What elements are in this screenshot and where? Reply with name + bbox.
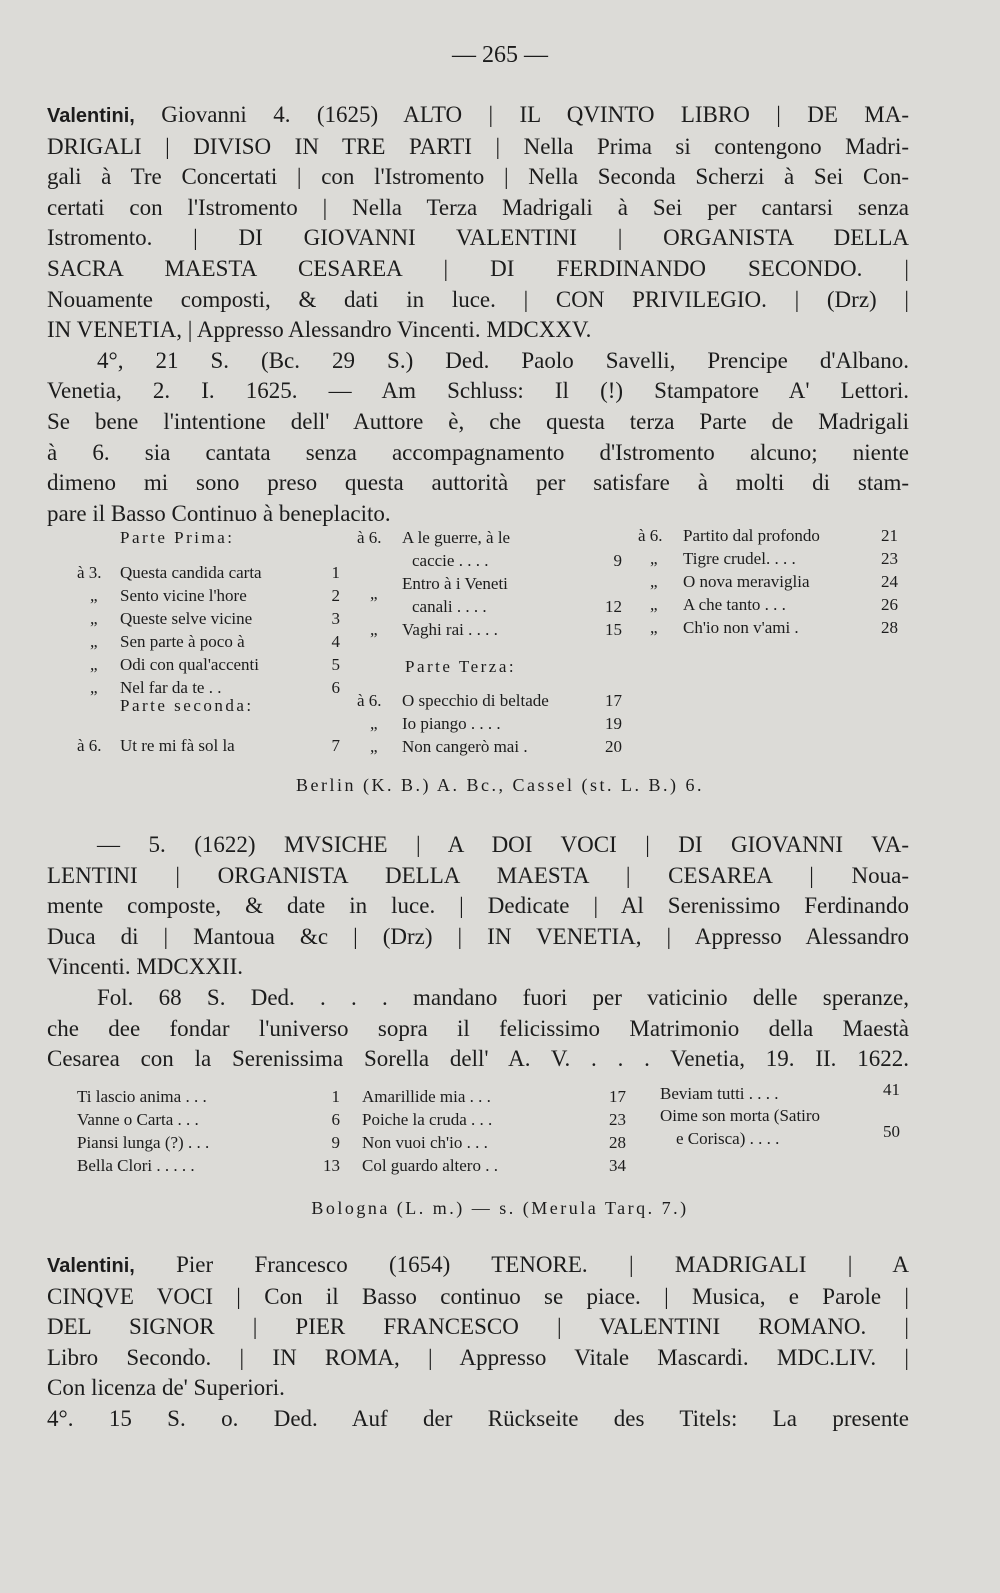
toc-title: Ch'io non v'ami . — [683, 618, 799, 637]
toc-voices: „ — [650, 595, 658, 614]
toc-title: canali . . . . — [412, 597, 487, 616]
entry-line: Se bene l'intentione dell' Auttore è, che questa terza Parte de Madrigali — [47, 408, 909, 434]
toc-voices: „ — [90, 586, 98, 605]
page-number: — 265 — — [452, 42, 548, 68]
toc-page: 19 — [605, 714, 622, 733]
toc-page: 17 — [605, 691, 622, 710]
toc-title: caccie . . . . — [412, 551, 489, 570]
toc-page: 9 — [613, 551, 622, 570]
toc-page: 15 — [605, 620, 622, 639]
toc-title: Partito dal profondo — [683, 526, 820, 545]
toc-page: 21 — [881, 526, 898, 545]
toc-title: Bella Clori . . . . . — [77, 1156, 195, 1175]
entry-line: — 5. (1622) MVSICHE | A DOI VOCI | DI GIOVANNI VA- — [97, 832, 909, 857]
toc-page: 17 — [609, 1087, 626, 1106]
toc-title: e Corisca) . . . . — [676, 1129, 780, 1148]
toc-title: O specchio di beltade — [402, 691, 549, 710]
toc-voices: à 3. — [77, 563, 102, 582]
entry-line: pare il Basso Continuo à beneplacito. — [47, 500, 391, 526]
toc-title: Non vuoi ch'io . . . — [362, 1133, 488, 1152]
entry-author: Valentini, — [47, 1255, 135, 1277]
toc-voices: „ — [650, 618, 658, 637]
entry-line: à 6. sia cantata senza accompagnamento d'Istromento alcuno; niente — [47, 439, 909, 465]
library-location: Berlin (K. B.) A. Bc., Cassel (st. L. B.) 6. — [296, 775, 704, 795]
toc-title: Vanne o Carta . . . — [77, 1110, 199, 1129]
toc-title: A che tanto . . . — [683, 595, 786, 614]
toc-page: 1 — [331, 563, 340, 582]
toc-page: 13 — [323, 1156, 340, 1175]
toc-voices: „ — [90, 678, 98, 697]
entry-line: IN VENETIA, | Appresso Alessandro Vincenti. MDCXXV. — [47, 317, 592, 343]
entry-line: Cesarea con la Serenissima Sorella dell' A. V. . . . Venetia, 19. II. 1622. — [47, 1046, 909, 1072]
toc-title: Tigre crudel. . . . — [683, 549, 796, 568]
entry-line: mente composte, & date in luce. | Dedicate | Al Serenissimo Ferdinando — [47, 893, 909, 919]
toc-title: Sento vicine l'hore — [120, 586, 247, 605]
toc-voices: „ — [370, 584, 378, 603]
toc-page: 6 — [331, 1110, 340, 1129]
toc-voices: à 6. — [357, 528, 382, 547]
toc-voices: „ — [90, 632, 98, 651]
toc-title: Beviam tutti . . . . — [660, 1084, 779, 1103]
toc-title: Vaghi rai . . . . — [402, 620, 498, 639]
entry-line: 4°. 15 S. o. Ded. Auf der Rückseite des Titels: La presente — [47, 1405, 909, 1431]
toc-voices: à 6. — [357, 691, 382, 710]
toc-page: 24 — [881, 572, 898, 591]
entry-line: che dee fondar l'universo sopra il felicissimo Matrimonio della Maestà — [47, 1015, 909, 1041]
toc-page: 28 — [881, 618, 898, 637]
toc-title: Ut re mi fà sol la — [120, 736, 235, 755]
entry-line: Giovanni 4. (1625) ALTO | IL QVINTO LIBRO | DE MA- — [134, 102, 909, 127]
toc-voices: à 6. — [638, 526, 663, 545]
entry-line: Venetia, 2. I. 1625. — Am Schluss: Il (!) Stampatore A' Lettori. — [47, 378, 909, 404]
entry-line: 4°, 21 S. (Bc. 29 S.) Ded. Paolo Savelli, Prencipe d'Albano. — [97, 347, 909, 373]
toc-title: Col guardo altero . . — [362, 1156, 498, 1175]
toc-page: 41 — [883, 1080, 900, 1099]
toc-title: Oime son morta (Satiro — [660, 1106, 821, 1125]
toc-page: 7 — [331, 736, 340, 755]
toc-title: Non cangerò mai . — [402, 737, 528, 756]
toc-title: Entro à i Veneti — [402, 574, 508, 593]
toc-page: 20 — [605, 737, 622, 756]
toc-title: Odi con qual'accenti — [120, 655, 260, 674]
entry-line: Libro Secondo. | IN ROMA, | Appresso Vitale Mascardi. MDC.LIV. | — [47, 1344, 909, 1370]
toc-voices: „ — [370, 714, 378, 733]
entry-author: Valentini, — [47, 105, 135, 127]
entry-valentini-pier-francesco — [47, 1250, 909, 1435]
entry-line: gali à Tre Concertati | con l'Istromento | Nella Seconda Scherzi à Sei Con- — [47, 164, 909, 190]
toc-title: Poiche la cruda . . . — [362, 1110, 493, 1129]
entry-line: Con licenza de' Superiori. — [47, 1375, 285, 1401]
toc-voices: „ — [650, 572, 658, 591]
toc-page: 2 — [331, 586, 340, 605]
entry-line: Vincenti. MDCXXII. — [47, 954, 244, 980]
entry-valentini-giovanni-4 — [47, 100, 909, 529]
entry-line: Duca di | Mantoua &c | (Drz) | IN VENETIA, | Appresso Alessandro — [47, 923, 909, 949]
toc-page: 26 — [881, 595, 898, 614]
toc-voices: „ — [650, 549, 658, 568]
entry-valentini-giovanni-5 — [47, 830, 909, 1075]
part-heading: Parte seconda: — [120, 696, 254, 715]
toc-voices: à 6. — [77, 736, 102, 755]
entry-line: Nouamente composti, & dati in luce. | CON PRIVILEGIO. | (Drz) | — [47, 286, 909, 312]
toc-title: Ti lascio anima . . . — [77, 1087, 207, 1106]
toc-page: 28 — [609, 1133, 626, 1152]
toc-page: 23 — [881, 549, 898, 568]
toc-page: 23 — [609, 1110, 626, 1129]
entry-line: Pier Francesco (1654) TENORE. | MADRIGALI | A — [134, 1252, 909, 1277]
toc-title: Piansi lunga (?) . . . — [77, 1133, 210, 1152]
toc-page: 9 — [331, 1133, 340, 1152]
toc-page: 6 — [331, 678, 340, 697]
entry-line: CINQVE VOCI | Con il Basso continuo se piace. | Musica, e Parole | — [47, 1283, 909, 1309]
toc-page: 3 — [331, 609, 340, 628]
entry-line: dimeno mi sono preso questa auttorità per satisfare à molti di stam- — [47, 470, 909, 496]
toc-voices: „ — [90, 609, 98, 628]
toc-title: Sen parte à poco à — [120, 632, 245, 651]
toc-title: A le guerre, à le — [402, 528, 511, 547]
entry-line: LENTINI | ORGANISTA DELLA MAESTA | CESAREA | Noua- — [47, 862, 909, 888]
part-heading: Parte Prima: — [120, 528, 235, 547]
entry-line: Fol. 68 S. Ded. . . . mandano fuori per vaticinio delle speranze, — [97, 984, 909, 1010]
part-heading: Parte Terza: — [405, 657, 517, 676]
toc-page: 5 — [331, 655, 340, 674]
entry-line: certati con l'Istromento | Nella Terza Madrigali à Sei per cantarsi senza — [47, 194, 909, 220]
entry-line: Istromento. | DI GIOVANNI VALENTINI | ORGANISTA DELLA — [47, 225, 909, 251]
toc-voices: „ — [90, 655, 98, 674]
toc-page: 4 — [331, 632, 340, 651]
toc-page: 34 — [609, 1156, 626, 1175]
toc-voices: „ — [370, 620, 378, 639]
entry-line: SACRA MAESTA CESAREA | DI FERDINANDO SECONDO. | — [47, 255, 909, 281]
toc-title: Queste selve vicine — [120, 609, 253, 628]
toc-title: Amarillide mia . . . — [362, 1087, 491, 1106]
toc-title: Io piango . . . . — [402, 714, 501, 733]
toc-title: Nel far da te . . — [120, 678, 222, 697]
toc-title: O nova meraviglia — [683, 572, 810, 591]
toc-voices: „ — [370, 737, 378, 756]
entry-line: DEL SIGNOR | PIER FRANCESCO | VALENTINI ROMANO. | — [47, 1314, 909, 1340]
entry-line: DRIGALI | DIVISO IN TRE PARTI | Nella Prima si contengono Madri- — [47, 133, 909, 159]
toc-page: 50 — [883, 1122, 900, 1141]
library-location: Bologna (L. m.) — s. (Merula Tarq. 7.) — [311, 1198, 689, 1218]
toc-page: 1 — [331, 1087, 340, 1106]
toc-page: 12 — [605, 597, 622, 616]
toc-title: Questa candida carta — [120, 563, 262, 582]
